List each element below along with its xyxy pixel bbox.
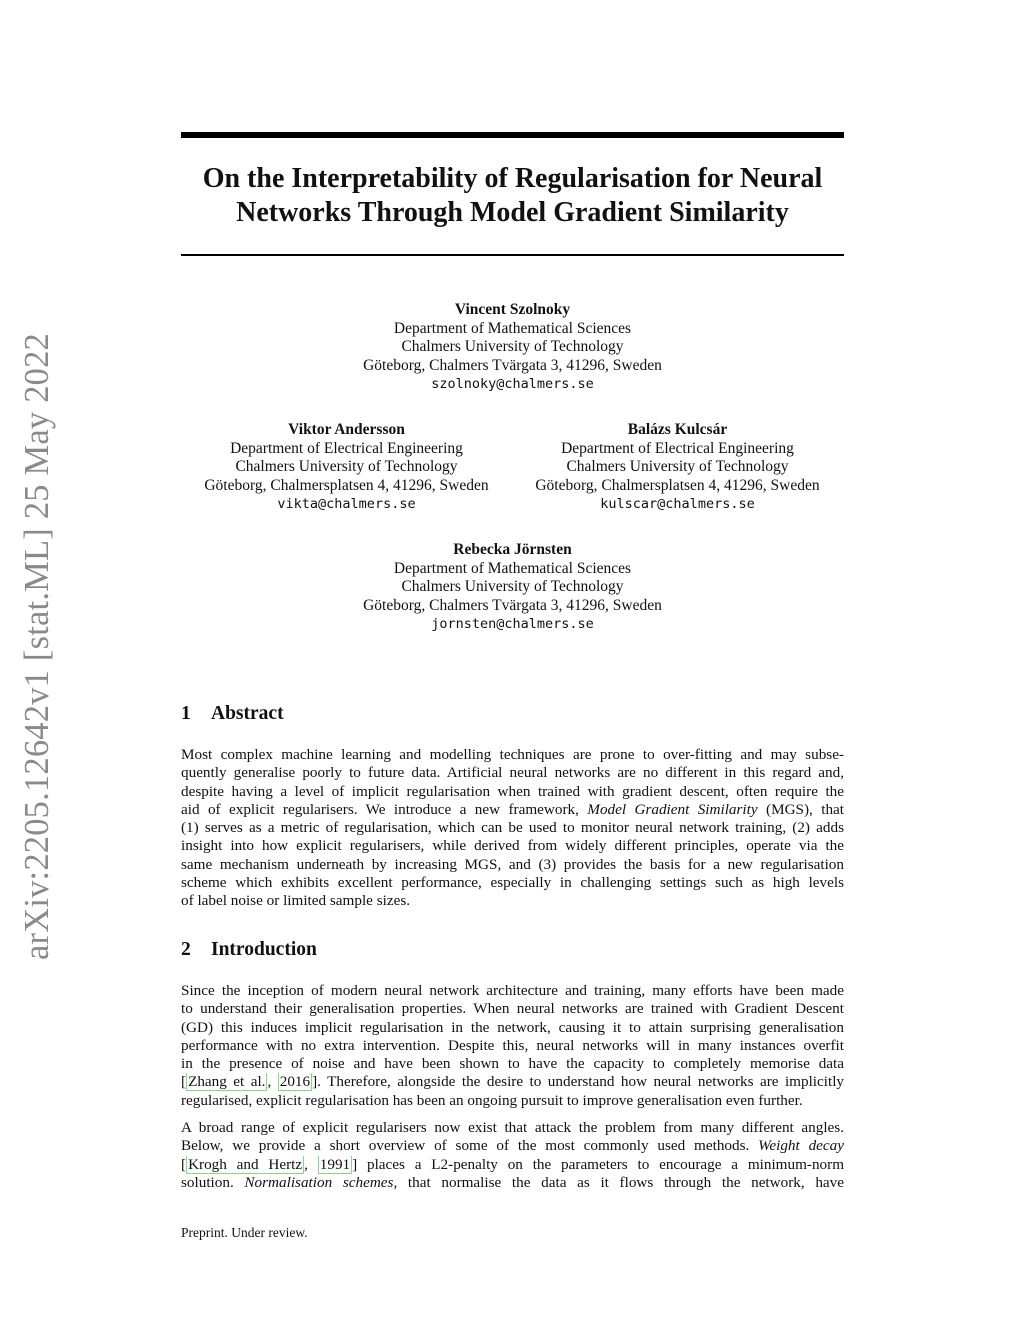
text-line: aid of explicit regularisers. We introduce a new framework, Model Gradient Similarity (MGS), that	[181, 800, 844, 818]
text-line: [ Zhang et al. , 2016 ]. Therefore, alongside the desire to understand how neural networks are implicitly	[181, 1073, 844, 1091]
text-line: (1) serves as a metric of regularisation, which can be used to monitor neural network training, (2) adds	[181, 819, 844, 837]
author-block-andersson	[181, 421, 512, 514]
footer-note: Preprint. Under review.	[181, 1225, 308, 1240]
author-institution: Chalmers University of Technology	[566, 458, 789, 475]
text-line: performance with no extra intervention. Despite this, neural networks will in many instances overfit	[181, 1036, 844, 1054]
text-line: Below, we provide a short overview of some of the most commonly used methods. Weight decay	[181, 1137, 844, 1155]
text-line: regularised, explicit regularisation has been an ongoing pursuit to improve generalisation even further.	[181, 1091, 803, 1109]
author-department: Department of Electrical Engineering	[561, 439, 794, 457]
citation-year-link[interactable]: 2016	[279, 1073, 311, 1091]
author-name: Viktor Andersson	[288, 421, 405, 438]
author-institution: Chalmers University of Technology	[401, 338, 624, 355]
section-title: Introduction	[211, 939, 317, 960]
author-email: vikta@chalmers.se	[277, 496, 416, 512]
author-block-jornsten	[181, 541, 844, 634]
text-line: in the presence of noise and have been shown to have the capacity to completely memorise data	[181, 1055, 844, 1073]
emphasis: Model Gradient Similarity	[587, 800, 758, 818]
author-institution: Chalmers University of Technology	[235, 458, 458, 475]
section-number: 2	[181, 939, 191, 960]
text-line: scheme which exhibits excellent performance, especially in challenging settings such as high levels	[181, 874, 844, 892]
text-line: Since the inception of modern neural network architecture and training, many efforts have been made	[181, 982, 844, 999]
text-line: insight into how explicit regularisers, while derived from widely different principles, operate via the	[181, 837, 844, 855]
paper-title	[181, 162, 844, 230]
abstract-paragraph	[181, 746, 844, 911]
intro-paragraph-1	[181, 982, 844, 1110]
text-line: same mechanism underneath by increasing MGS, and (3) provides the basis for a new regularisation	[181, 855, 844, 873]
author-address: Göteborg, Chalmers Tvärgata 3, 41296, Sweden	[363, 356, 662, 374]
section-heading-introduction	[181, 939, 317, 961]
author-institution: Chalmers University of Technology	[401, 578, 624, 595]
text-line: [ Krogh and Hertz , 1991 ] places a L2-penalty on the parameters to encourage a minimum-norm	[181, 1155, 844, 1173]
text-line: solution. Normalisation schemes, that normalise the data as it flows through the network, have	[181, 1173, 844, 1191]
author-email: jornsten@chalmers.se	[431, 616, 594, 632]
section-number: 1	[181, 703, 191, 724]
text-line: quently generalise poorly to future data. Artificial neural networks are no different in this regard and,	[181, 764, 844, 782]
arxiv-stamp: arXiv:2205.12642v1 [stat.ML] 25 May 2022	[18, 332, 56, 960]
title-bottom-rule	[181, 254, 844, 256]
section-title: Abstract	[211, 703, 284, 724]
author-name: Vincent Szolnoky	[454, 301, 571, 318]
text-line: Most complex machine learning and modelling techniques are prone to over-fitting and may subse-	[181, 746, 844, 763]
author-block-szolnoky	[181, 301, 844, 394]
title-top-rule	[181, 132, 844, 138]
author-name: Balázs Kulcsár	[627, 421, 728, 438]
title-line-1: On the Interpretability of Regularisation for Neural	[202, 163, 823, 194]
author-department: Department of Electrical Engineering	[230, 439, 463, 457]
text-line: (GD) this induces implicit regularisation in the network, causing it to attain surprising generalisation	[181, 1018, 844, 1036]
text-line: of label noise or limited sample sizes.	[181, 892, 411, 910]
author-email: kulscar@chalmers.se	[600, 496, 755, 512]
intro-paragraph-2	[181, 1119, 844, 1192]
citation-link[interactable]: Krogh and Hertz	[188, 1155, 303, 1173]
citation-year-link[interactable]: 1991	[319, 1155, 351, 1173]
author-name: Rebecka Jörnsten	[453, 541, 572, 558]
section-heading-abstract	[181, 703, 284, 725]
author-address: Göteborg, Chalmersplatsen 4, 41296, Sweden	[535, 476, 820, 494]
emphasis: Normalisation schemes	[244, 1173, 394, 1191]
text-line: despite having a level of implicit regularisation when trained with gradient descent, often require the	[181, 782, 844, 800]
title-line-2: Networks Through Model Gradient Similarity	[236, 197, 789, 228]
author-email: szolnoky@chalmers.se	[431, 376, 594, 392]
citation-link[interactable]: Zhang et al.	[188, 1073, 266, 1091]
author-block-kulcsar	[512, 421, 843, 514]
author-address: Göteborg, Chalmersplatsen 4, 41296, Sweden	[204, 476, 489, 494]
text-line: to understand their generalisation properties. When neural networks are trained with Gradient Descent	[181, 1000, 844, 1018]
author-department: Department of Mathematical Sciences	[393, 319, 632, 337]
author-department: Department of Mathematical Sciences	[393, 559, 632, 577]
author-address: Göteborg, Chalmers Tvärgata 3, 41296, Sweden	[363, 596, 662, 614]
text-line: A broad range of explicit regularisers now exist that attack the problem from many different angles.	[181, 1119, 844, 1136]
emphasis: Weight decay	[758, 1137, 844, 1155]
